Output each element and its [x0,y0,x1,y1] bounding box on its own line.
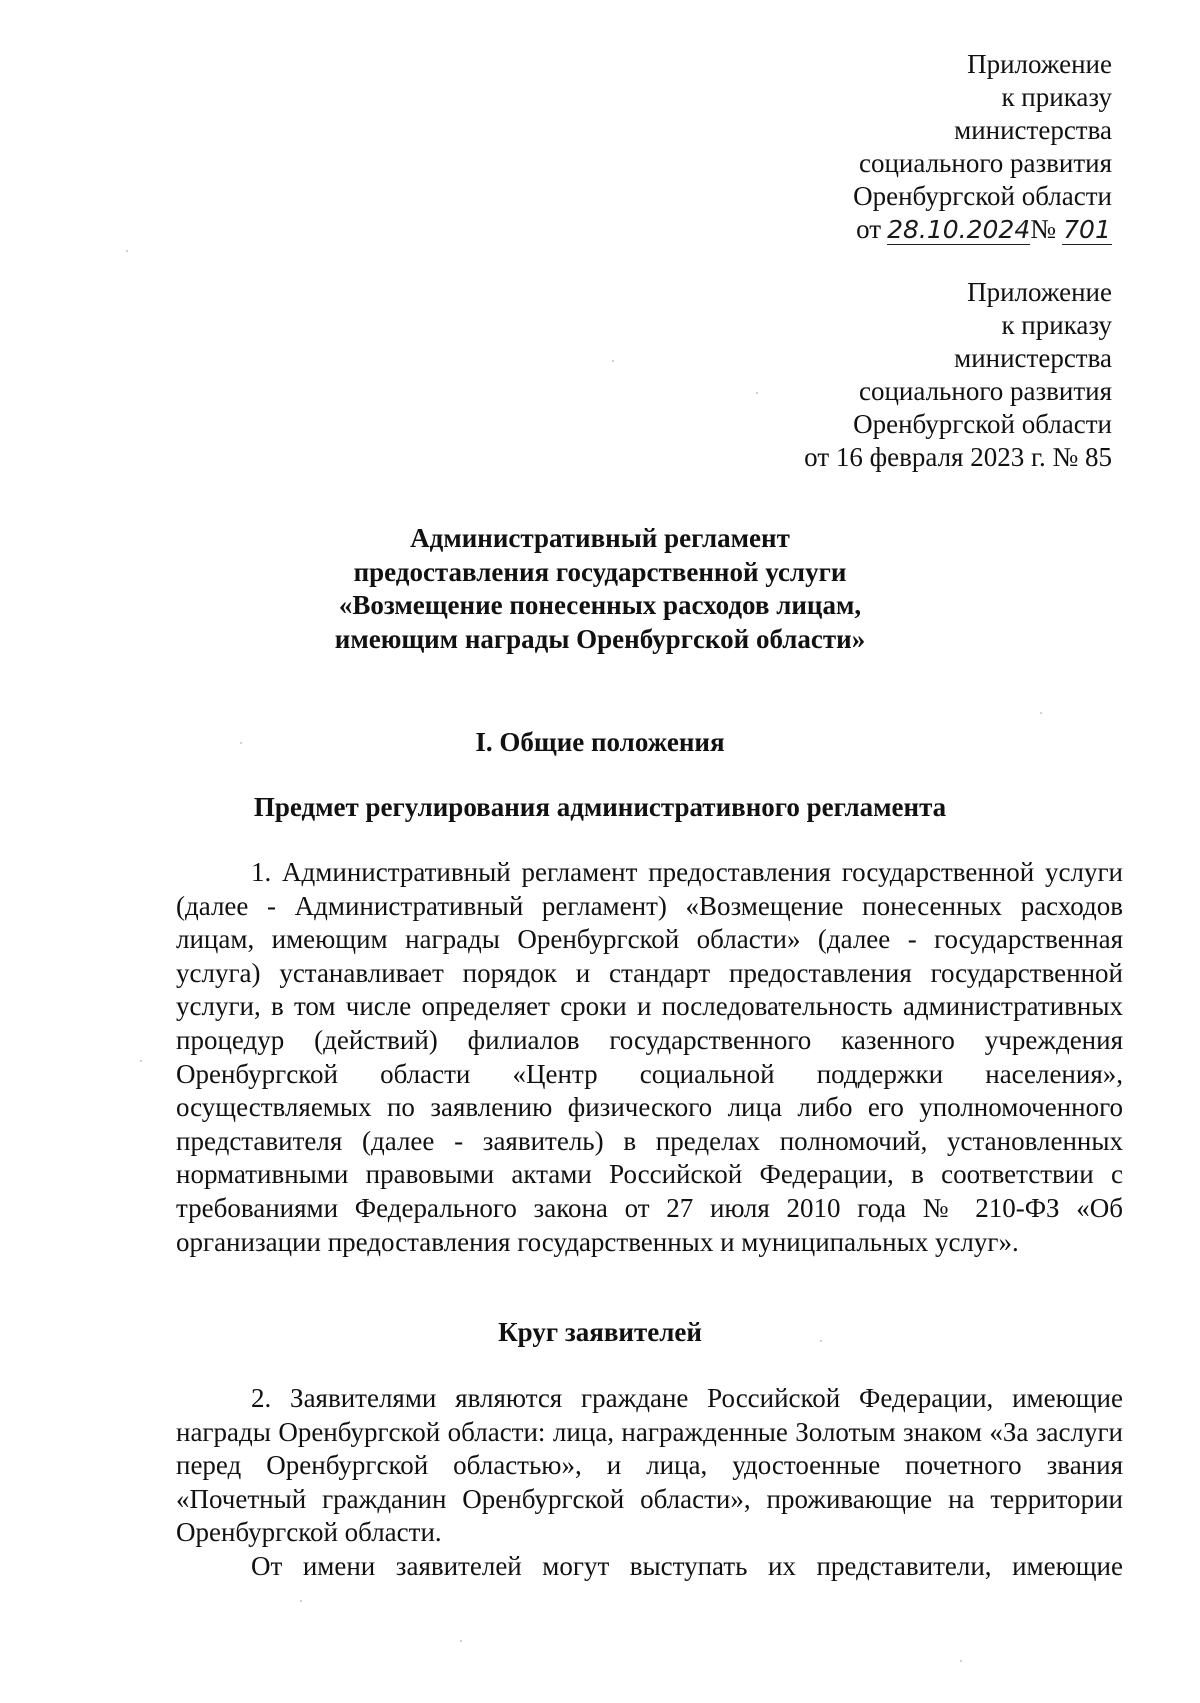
title-line: «Возмещение понесенных расходов лицам, [338,590,862,620]
scan-speck [240,742,242,744]
scan-speck [126,250,128,252]
approval-date-line [853,213,1112,246]
approval-line: социального развития [858,148,1112,178]
section-heading-general: I. Общие положения [475,727,725,757]
scan-speck [820,1340,822,1342]
scan-speck [300,1600,302,1602]
scan-speck [140,1060,142,1062]
paragraph-1: 1. Административный регламент предоставления государственной услуги (далее - Административный регламент) «Возмещение понесенных расходов лицам, имеющим награды Оренбургской области» (далее - государственная услуга) устанавливает порядок и стандарт предоставления государственной услуги, в том числе определяет сроки и последовательность административных процедур (действий) филиалов государственного казенного учреждения Оренбургской области «Центр социальной поддержки населения», осуществляемых по заявлению физического лица либо его уполномоченного представителя (далее - заявитель) в пределах полномочий, установленных нормативными правовыми актами Российской Федерации, в соответствии с требованиями Федерального закона от 27 июля 2010 года № 210-ФЗ «Об организации предоставления государственных и муниципальных услуг». [176,857,1123,1257]
scan-speck [960,1660,962,1662]
scan-speck [756,392,758,394]
section-heading-applicants: Круг заявителей [498,1317,702,1347]
title-line: Административный регламент [410,523,790,553]
approval-line: Оренбургской области [853,409,1112,439]
title-line: предоставления государственной услуги [353,556,847,587]
document-title [0,522,1200,656]
approval-line: министерства [954,115,1112,145]
approval-block-current [853,48,1112,246]
handwritten-number: 701 [1063,215,1111,244]
number-prefix: № [1030,214,1056,244]
scan-speck [460,1640,462,1642]
approval-line: к приказу [1001,310,1112,340]
approval-line: Оренбургской области [853,181,1112,211]
approval-line: министерства [954,343,1112,373]
paragraph-3: От имени заявителей могут выступать их представители, имеющие [251,1551,1123,1581]
approval-line: к приказу [1001,82,1112,112]
date-prefix: от [856,214,882,244]
approval-line: Приложение [967,49,1112,79]
section-heading-subject: Предмет регулирования административного регламента [253,792,947,822]
scan-speck [1040,712,1042,714]
approval-line: Приложение [967,277,1112,307]
scan-speck [612,360,614,362]
approval-block-previous [804,276,1112,474]
paragraph-2: 2. Заявителями являются граждане Российской Федерации, имеющие награды Оренбургской области: лица, награжденные Золотым знаком «За заслуги перед Оренбургской областью», и лица, удостоенные почетного звания «Почетный гражданин Оренбургской области», проживающие на территории Оренбургской области. [176,1383,1123,1548]
approval-line: социального развития [858,376,1112,406]
approval-line: от 16 февраля 2023 г. № 85 [804,442,1112,472]
title-line: имеющим награды Оренбургской области» [334,623,866,654]
handwritten-date: 28.10.2024 [887,215,1031,244]
